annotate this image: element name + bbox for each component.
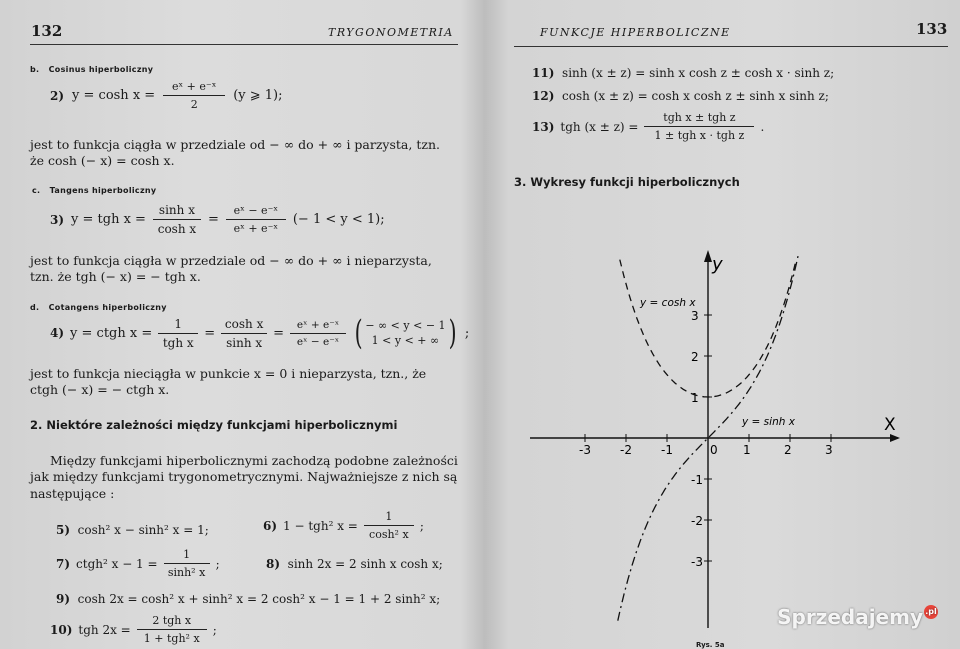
identity-10-end: ; bbox=[212, 622, 217, 637]
identity-6-number: 6) bbox=[263, 518, 278, 533]
identity-12 bbox=[532, 89, 829, 103]
section-d-title: Cotangens hiperboliczny bbox=[48, 303, 167, 312]
x-axis-label: X bbox=[884, 415, 896, 435]
intro-line-3: następujące : bbox=[30, 486, 115, 501]
y-tick-label: 2 bbox=[691, 350, 699, 364]
formula-3-condition: (− 1 < y < 1); bbox=[292, 212, 385, 227]
identity-10-numerator: 2 tgh x bbox=[152, 614, 192, 627]
tgh-text-1: jest to funkcja ciągła w przedziale od − ∞ do + ∞ i nieparzysta, bbox=[30, 253, 432, 268]
y-tick-label: -2 bbox=[691, 514, 703, 528]
identity-13-denominator: 1 ± tgh x · tgh z bbox=[654, 129, 745, 142]
y-axis-arrow-icon bbox=[704, 250, 712, 262]
formula-4-condition-1: − ∞ < y < − 1 bbox=[365, 319, 446, 332]
x-tick-label: -2 bbox=[620, 443, 632, 457]
identity-11-expr: sinh (x ± z) = sinh x cosh z ± cosh x · sinh z; bbox=[562, 66, 835, 80]
page-number-right: 133 bbox=[916, 20, 948, 38]
identity-5 bbox=[56, 523, 209, 537]
identity-8 bbox=[266, 557, 443, 571]
identity-10-denominator: 1 + tgh² x bbox=[143, 632, 200, 645]
section-b-title: Cosinus hiperboliczny bbox=[48, 65, 154, 74]
x-tick-label: 2 bbox=[784, 443, 792, 457]
formula-3-denominator-1: cosh x bbox=[157, 222, 197, 236]
formula-4-number: 4) bbox=[50, 326, 65, 340]
page-number-left: 132 bbox=[31, 22, 63, 40]
formula-4-numerator-3: eˣ + e⁻ˣ bbox=[296, 318, 340, 331]
section-b-heading bbox=[30, 65, 153, 74]
identity-6 bbox=[263, 510, 424, 541]
identity-7-denominator: sinh² x bbox=[167, 566, 206, 579]
tgh-text-2: tzn. że tgh (− x) = − tgh x. bbox=[30, 269, 201, 284]
hyperbolic-graph bbox=[496, 240, 960, 640]
formula-3-number: 3) bbox=[50, 212, 65, 227]
identity-13-numerator: tgh x ± tgh z bbox=[663, 111, 736, 124]
cosh-text-2: że cosh (− x) = cosh x. bbox=[30, 153, 175, 168]
identity-13-end: . bbox=[760, 119, 765, 134]
cosh-label: y = cosh x bbox=[640, 297, 696, 309]
watermark-logo bbox=[777, 605, 938, 629]
section-2-heading: 2. Niektóre zależności między funkcjami hiperbolicznymi bbox=[30, 418, 398, 432]
formula-2-lhs: y = cosh x = bbox=[72, 88, 156, 103]
identity-10-number: 10) bbox=[50, 622, 73, 637]
formula-2-denominator: 2 bbox=[190, 98, 198, 111]
formula-2 bbox=[50, 80, 282, 111]
identity-9-expr: cosh 2x = cosh² x + sinh² x = 2 cosh² x − 1 = 1 + 2 sinh² x; bbox=[77, 592, 441, 606]
identity-9-number: 9) bbox=[56, 592, 71, 606]
x-tick-label: 3 bbox=[825, 443, 833, 457]
section-c-title: Tangens hiperboliczny bbox=[49, 186, 157, 195]
identity-6-end: ; bbox=[419, 518, 424, 533]
section-c-heading bbox=[32, 186, 156, 195]
formula-3-lhs: y = tgh x = bbox=[71, 212, 146, 227]
identity-9 bbox=[56, 592, 440, 606]
formula-3-numerator-2: eˣ − e⁻ˣ bbox=[233, 204, 279, 217]
identity-5-expr: cosh² x − sinh² x = 1; bbox=[77, 523, 209, 537]
identity-8-expr: sinh 2x = 2 sinh x cosh x; bbox=[287, 557, 443, 571]
y-tick-label: 1 bbox=[691, 391, 699, 405]
formula-4-denominator-1: tgh x bbox=[162, 335, 194, 350]
formula-3-numerator-1: sinh x bbox=[158, 203, 195, 217]
identity-6-expr: 1 − tgh² x = bbox=[283, 518, 358, 533]
header-rule-left bbox=[30, 44, 458, 45]
formula-3 bbox=[50, 203, 385, 236]
identity-13-number: 13) bbox=[532, 119, 555, 134]
formula-4-lhs: y = ctgh x = bbox=[70, 325, 153, 341]
x-tick-label: -1 bbox=[661, 443, 673, 457]
identity-8-number: 8) bbox=[266, 557, 281, 571]
identity-7-number: 7) bbox=[56, 556, 71, 571]
y-tick-label: 3 bbox=[691, 309, 699, 323]
identity-12-number: 12) bbox=[532, 89, 555, 103]
identity-6-denominator: cosh² x bbox=[369, 528, 409, 541]
identity-7 bbox=[56, 548, 220, 579]
y-axis-label: y bbox=[712, 254, 723, 275]
identity-13-expr: tgh (x ± z) = bbox=[560, 119, 639, 134]
formula-2-condition: (y ⩾ 1); bbox=[233, 88, 283, 103]
sinh-label: y = sinh x bbox=[742, 416, 795, 428]
cosh-text-1: jest to funkcja ciągła w przedziale od − ∞ do + ∞ i parzysta, tzn. bbox=[30, 137, 440, 152]
formula-4: 4) y = ctgh x = 1 tgh x = cosh x sinh x = eˣ + e⁻ˣ eˣ − e⁻ˣ ( − ∞ < y < − 1 1 < y < + ∞ ) ; bbox=[50, 313, 470, 353]
running-head-right: FUNKCJE HIPERBOLICZNE bbox=[540, 26, 731, 39]
identity-7-expr: ctgh² x − 1 = bbox=[76, 556, 158, 571]
x-axis-arrow-icon bbox=[890, 434, 900, 442]
formula-2-numerator: eˣ + e⁻ˣ bbox=[172, 80, 217, 93]
formula-4-denominator-2: sinh x bbox=[226, 335, 263, 350]
y-tick-label: -3 bbox=[691, 555, 703, 569]
watermark-badge: .pl bbox=[924, 605, 938, 619]
formula-4-denominator-3: eˣ − e⁻ˣ bbox=[296, 335, 340, 348]
identity-7-numerator: 1 bbox=[183, 548, 191, 561]
identity-11-number: 11) bbox=[532, 66, 555, 80]
formula-3-equals: = bbox=[207, 212, 219, 227]
y-ticks bbox=[691, 309, 712, 569]
origin-label: 0 bbox=[710, 443, 718, 457]
y-tick-label: -1 bbox=[691, 473, 703, 487]
identity-11 bbox=[532, 66, 834, 80]
formula-4-numerator-2: cosh x bbox=[224, 316, 264, 331]
formula-4-end: ; bbox=[464, 325, 470, 341]
formula-4-condition-2: 1 < y < + ∞ bbox=[371, 334, 440, 347]
section-d-heading bbox=[30, 303, 167, 312]
formula-3-denominator-2: eˣ + e⁻ˣ bbox=[233, 222, 279, 235]
header-rule-right bbox=[514, 46, 948, 47]
x-tick-label: 1 bbox=[743, 443, 751, 457]
ctgh-text-1: jest to funkcja nieciągła w punkcie x = 0 i nieparzysta, tzn., że bbox=[30, 366, 427, 381]
identity-5-number: 5) bbox=[56, 523, 71, 537]
intro-line-2: jak między funkcjami trygonometrycznymi. Najważniejsze z nich są bbox=[30, 469, 458, 484]
identity-12-expr: cosh (x ± z) = cosh x cosh z ± sinh x sinh z; bbox=[562, 89, 829, 103]
section-d-label: d. bbox=[30, 303, 40, 312]
identity-10-expr: tgh 2x = bbox=[78, 622, 131, 637]
ctgh-text-2: ctgh (− x) = − ctgh x. bbox=[30, 382, 170, 397]
formula-2-number: 2) bbox=[50, 88, 65, 103]
figure-caption: Rys. 5a bbox=[696, 641, 725, 649]
section-3-heading: 3. Wykresy funkcji hiperbolicznych bbox=[514, 175, 740, 189]
identity-7-end: ; bbox=[215, 556, 220, 571]
running-head-left: TRYGONOMETRIA bbox=[328, 26, 454, 39]
section-b-label: b. bbox=[30, 65, 40, 74]
x-tick-label: -3 bbox=[579, 443, 591, 457]
identity-6-numerator: 1 bbox=[385, 510, 393, 523]
identity-13 bbox=[532, 111, 764, 142]
identity-10 bbox=[50, 614, 217, 645]
formula-4-numerator-1: 1 bbox=[174, 316, 183, 331]
right-page bbox=[496, 0, 960, 649]
intro-line-1: Między funkcjami hiperbolicznymi zachodzą podobne zależności bbox=[50, 453, 458, 468]
watermark-text: Sprzedajemy bbox=[777, 605, 923, 629]
section-c-label: c. bbox=[32, 186, 41, 195]
